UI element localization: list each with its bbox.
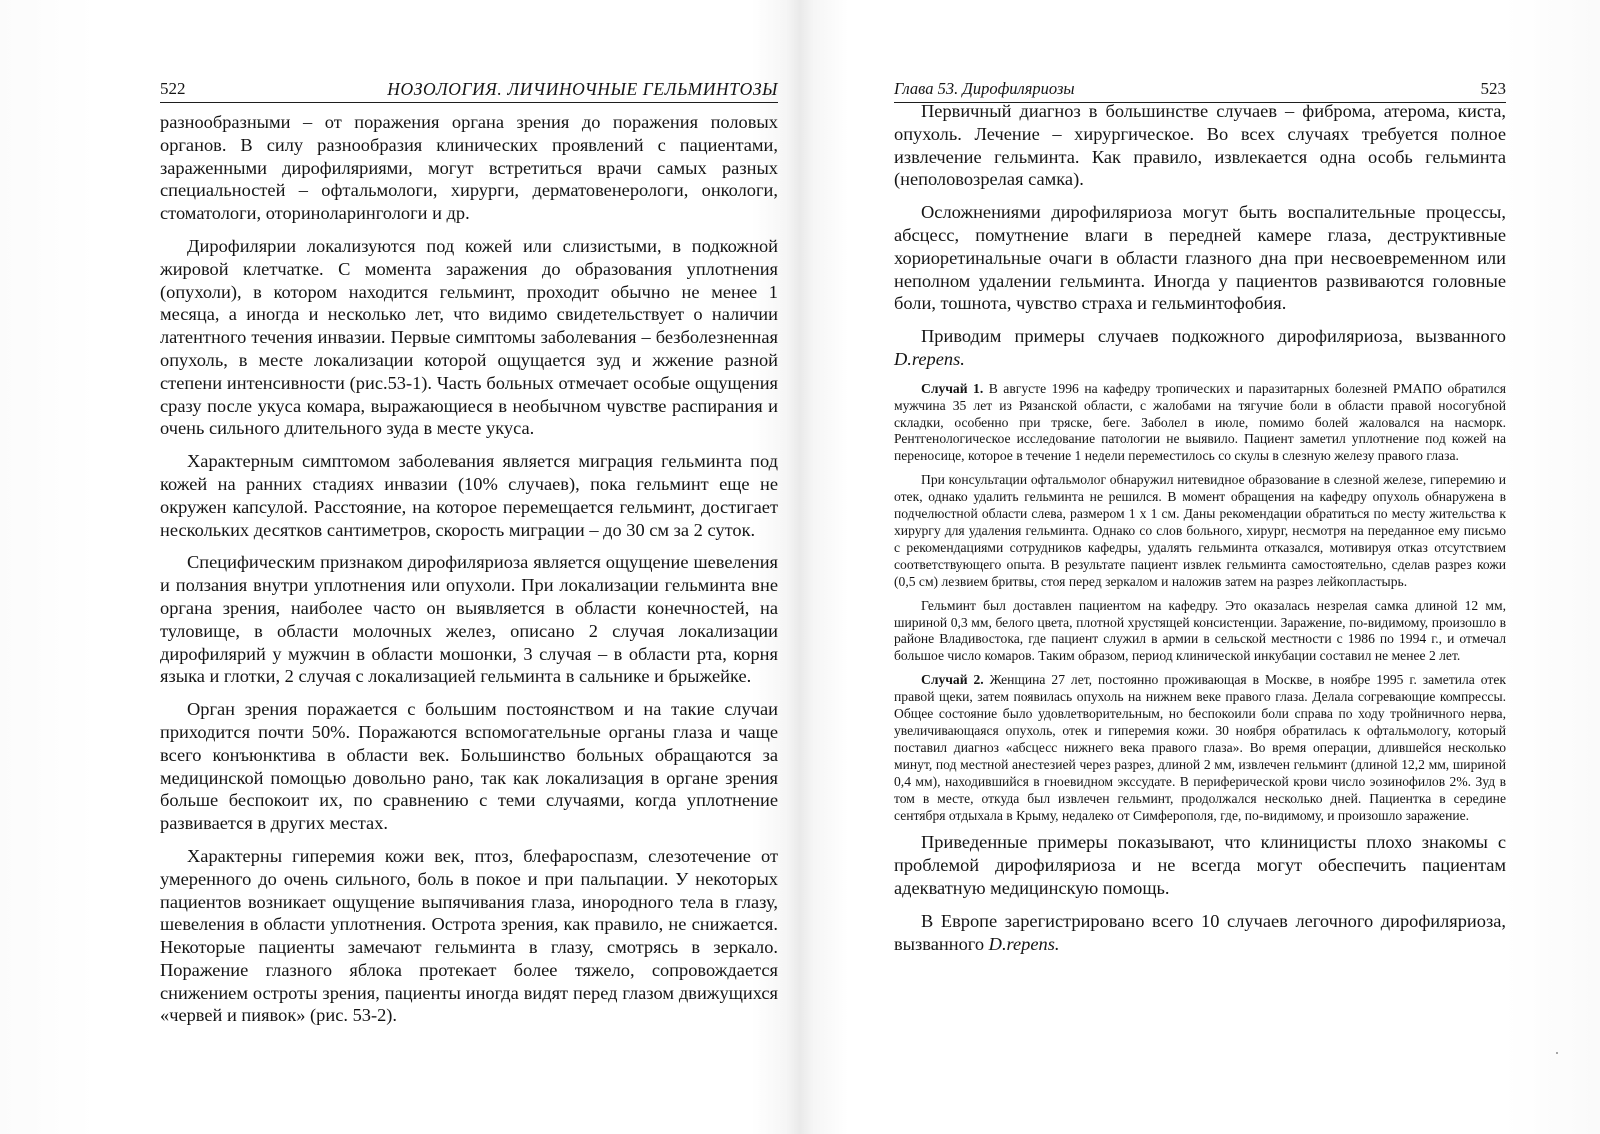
- examples-intro-paragraph: [894, 325, 1506, 371]
- case-1-text: В августе 1996 на кафедру тропических и паразитарных болезней РМАПО обратился мужчина 35 лет из Рязанской области, с жалобами на тягучие боли в области правой носогубной складки, особенно при тряске, беге. Заболел в июле, помимо болей жаловался на насморк. Рентгенологическое исследование патологии не выявило. Пациент заметил уплотнение под кожей на переносице, которое в течение 1 недели переместилось со скулы в слезную железу правого глаза.: [894, 380, 1506, 464]
- case-2-label: Случай 2.: [921, 672, 984, 688]
- right-running-header: [894, 76, 1506, 103]
- europe-text: В Европе зарегистрировано всего 10 случаев легочного дирофиляриоза, вызванного: [894, 910, 1506, 954]
- paragraph: Специфическим признаком дирофиляриоза является ощущение шевеления и ползания внутри уплотнения или опухоли. При локализации гельминта вне органа зрения, наиболее часто он выявляется в области конечностей, на туловище, в области молочных желез, описано 2 случая локализации дирофилярий у мужчин в области мошонки, 3 случая – в области рта, корня языка и глотки, 2 случая с локализацией гельминта в сальнике и брыжейке.: [160, 552, 778, 687]
- case-1-outcome: Гельминт был доставлен пациентом на кафедру. Это оказалась незрелая самка длиной 12 мм, шириной 0,3 мм, белого цвета, плотной хрустящей консистенции. Заражение, по-видимому, произошло в районе Владивостока, где пациент служил в армии в сельской местности с 1986 по 1994 г., и отмечал большое число комаров. Таким образом, период клинической инкубации составил не менее 2 лет.: [894, 597, 1506, 664]
- left-page: [160, 0, 778, 1134]
- right-body-text: [894, 100, 1506, 965]
- right-page: [894, 0, 1506, 1134]
- case-2-text: Женщина 27 лет, постоянно проживающая в Москве, в ноябре 1995 г. заметила отек правой щеки, затем появилась опухоль на нижнем веке правого глаза. Делала согревающие компрессы. Общее состояние было удовлетворительным, но беспокоили боли справа по ходу тройничного нерва, увеличивающаяся опухоль, отек и гиперемия кожи. 30 ноября обратилась к офтальмологу, который поставил диагноз «абсцесс нижнего века правого глаза». Во время операции, длившейся несколько минут, под местной анестезией через разрез, длиной 2 мм, извлечен гельминт (длиной 12,2 мм, шириной 0,4 мм), находившийся в гноевидном экссудате. В периферической крови число эозинофилов 2%. Зуд в том в месте, откуда был извлечен гельминт, продолжался несколько дней. Пациентка в середине сентября отдыхала в Крыму, недалеко от Симферополя, где, по-видимому, и произошло заражение.: [894, 672, 1506, 823]
- left-page-number: 522: [160, 79, 186, 98]
- paragraph: Дирофилярии локализуются под кожей или слизистыми, в подкожной жировой клетчатке. С момента заражения до образования уплотнения (опухоли), в котором находится гельминт, проходит обычно не менее 1 месяца, а иногда и несколько лет, что видимо свидетельствует о наличии латентного течения инвазии. Первые симптомы заболевания – безболезненная опухоль, в месте локализации которой ощущается зуд и жжение разной степени интенсивности (рис.53-1). Часть больных отмечает особые ощущения сразу после укуса комара, выражающиеся в необычном чувстве распирания и очень сильного длительного зуда в месте укуса.: [160, 235, 778, 439]
- closing-block: [894, 831, 1506, 955]
- case-reports: [894, 381, 1506, 825]
- case-1-consultation: При консультации офтальмолог обнаружил нитевидное образование в слезной железе, гиперемию и отек, однако удалить гельминта не решился. В момент обращения на кафедру опухоль обнаружена в подчелюстной области слева, размером 1 х 1 см. Даны рекомендации обратиться по месту жительства к хирургу для удаления гельминта. Однако со слов больного, хирург, несмотря на переданное ему письмо с рекомендациями сотрудников кафедры, удалять гельминта отказался, мотивируя отказ отсутствием соответствующего опыта. В результате пациент извлек гельминта самостоятельно, сделав разрез кожи (0,5 см) лезвием бритвы, стоя перед зеркалом и наложив затем на разрез лейкопластырь.: [894, 472, 1506, 589]
- species-name: D.repens.: [988, 933, 1060, 954]
- book-gutter: [786, 0, 814, 1134]
- paragraph: Характерным симптомом заболевания является миграция гельминта под кожей на ранних стадиях инвазии (10% случаев), пока гельминт еще не окружен капсулой. Расстояние, на которое перемещается гельминт, достигает нескольких десятков сантиметров, скорость миграции – до 30 см за 2 суток.: [160, 451, 778, 540]
- species-name: D.repens.: [894, 348, 965, 369]
- case-1-label: Случай 1.: [921, 380, 984, 396]
- paragraph: Первичный диагноз в большинстве случаев – фиброма, атерома, киста, опухоль. Лечение – хирургическое. Во всех случаях требуется полное извлечение гельминта. Как правило, извлекается одна особь гельминта (неполовозрелая самка).: [894, 101, 1506, 190]
- paragraph: Орган зрения поражается с большим постоянством и на такие случаи приходится почти 50%. Поражаются вспомогательные органы глаза и чаще всего конъюнктива в области век. Большинство больных обращаются за медицинской помощью довольно рано, так как локализация в органе зрения больше беспокоит их, по сравнению с теми случаями, когда уплотнение развивается в других местах.: [160, 699, 778, 834]
- paragraph: разнообразными – от поражения органа зрения до поражения половых органов. В силу разнообразия клинических проявлений с пациентами, зараженными дирофиляриями, могут встретиться врачи самых разных специальностей – офтальмологи, хирурги, дерматовенерологи, онкологи, стоматологи, оториноларингологи и др.: [160, 112, 778, 224]
- left-running-header: [160, 76, 778, 103]
- case-2-paragraph: [894, 672, 1506, 824]
- left-running-title: НОЗОЛОГИЯ. ЛИЧИНОЧНЫЕ ГЕЛЬМИНТОЗЫ: [387, 79, 778, 99]
- right-page-number: 523: [1480, 79, 1506, 98]
- scan-speck: [1556, 1052, 1558, 1054]
- case-1-paragraph: [894, 381, 1506, 466]
- right-running-title: Глава 53. Дирофиляриозы: [894, 79, 1075, 98]
- examples-intro-text: Приводим примеры случаев подкожного дирофиляриоза, вызванного: [921, 326, 1506, 347]
- paragraph: Характерны гиперемия кожи век, птоз, блефароспазм, слезотечение от умеренного до очень сильного, боль в покое и при пальпации. У некоторых пациентов возникает ощущение выпячивания глаза, инородного тела в глазу, шевеления в области уплотнения. Острота зрения, как правило, не снижается. Некоторые пациенты замечают гельминта в глазу, смотрясь в зеркало. Поражение глазного яблока протекает более тяжело, сопровождается снижением остроты зрения, пациенты иногда видят перед глазом движущихся «червей и пиявок» (рис. 53-2).: [160, 845, 778, 1026]
- conclusion-paragraph: Приведенные примеры показывают, что клиницисты плохо знакомы с проблемой дирофиляриоза и не всегда могут обеспечить пациентам адекватную медицинскую помощь.: [894, 832, 1506, 899]
- europe-paragraph: [894, 910, 1506, 956]
- intro-block: [894, 100, 1506, 371]
- left-body-text: [160, 111, 778, 1037]
- paragraph: Осложнениями дирофиляриоза могут быть воспалительные процессы, абсцесс, помутнение влаги в передней камере глаза, деструктивные хориоретинальные очаги в области глазного дна при несвоевременном или неполном удалении гельминта. Иногда у пациентов развиваются головные боли, тошнота, чувство страха и гельминтофобия.: [894, 202, 1506, 314]
